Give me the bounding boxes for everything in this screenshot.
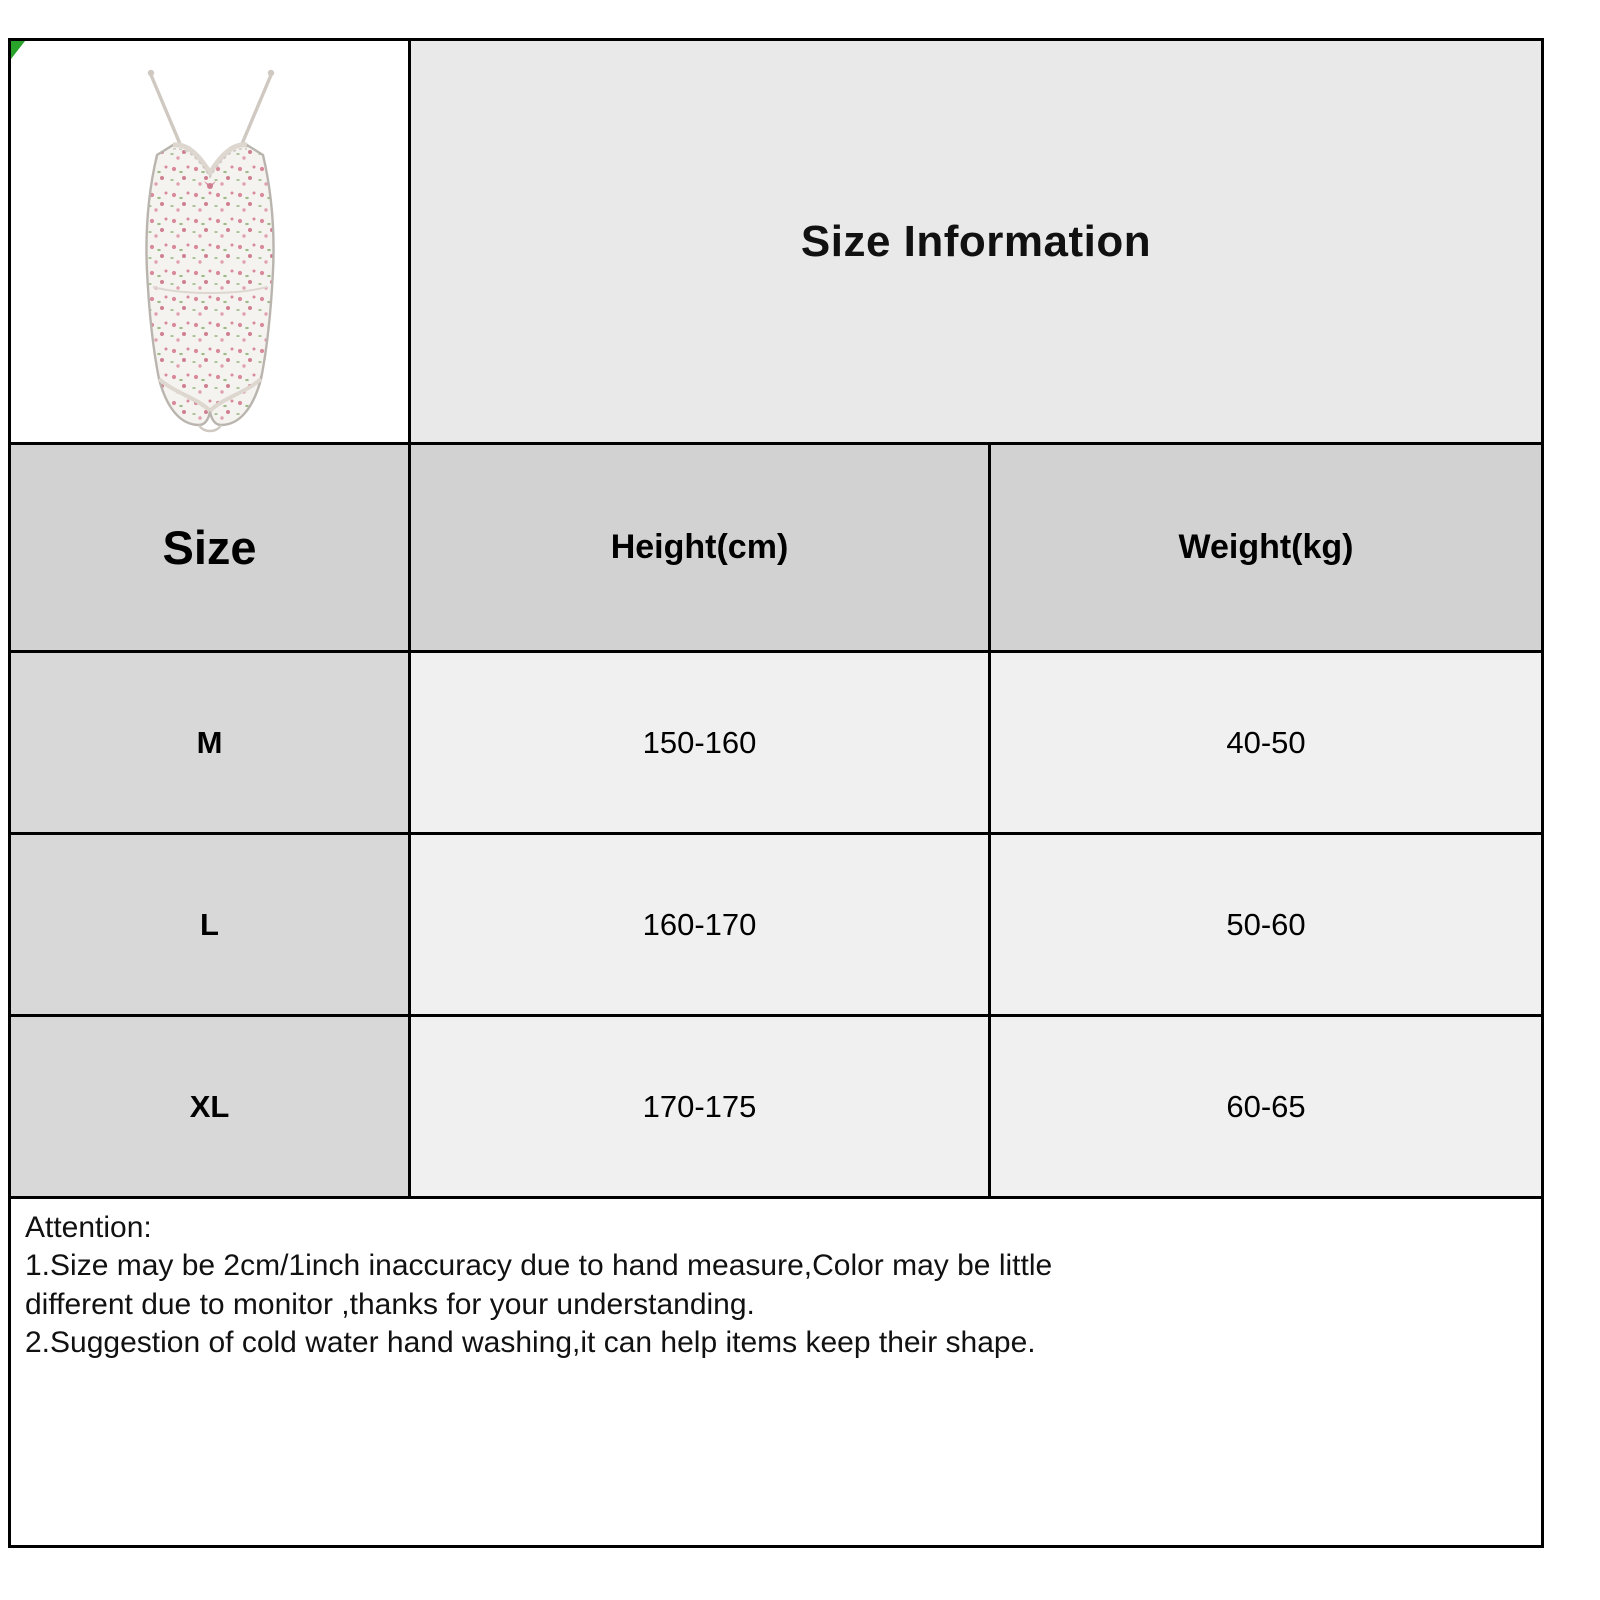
chart-top-row [11,41,1541,445]
cell-weight: 40-50 [991,653,1541,832]
column-header-weight: Weight(kg) [991,445,1541,650]
size-chart-table [8,38,1544,1548]
cell-size: XL [11,1017,411,1196]
column-header-size: Size [11,445,411,650]
cell-weight: 50-60 [991,835,1541,1014]
floral-cami-romper-icon [103,59,318,434]
green-corner-marker [11,41,25,59]
attention-block [11,1199,1541,1545]
cell-weight: 60-65 [991,1017,1541,1196]
cell-height: 150-160 [411,653,991,832]
attention-note-2: 2.Suggestion of cold water hand washing,it can help items keep their shape. [25,1326,1036,1360]
size-information-title-cell [411,41,1541,442]
cell-size: M [11,653,411,832]
attention-heading: Attention: [25,1211,152,1244]
table-row [11,835,1541,1017]
table-header-row [11,445,1541,653]
attention-note-1-part-2: different due to monitor ,thanks for your understanding. [25,1287,755,1321]
attention-note-1-part-1: 1.Size may be 2cm/1inch inaccuracy due to hand measure,Color may be little [25,1249,1053,1283]
page-title: Size Information [800,216,1152,266]
table-row [11,653,1541,835]
product-image-cell [11,41,411,442]
cell-height: 170-175 [411,1017,991,1196]
column-header-height: Height(cm) [411,445,991,650]
table-row [11,1017,1541,1199]
cell-size: L [11,835,411,1014]
cell-height: 160-170 [411,835,991,1014]
